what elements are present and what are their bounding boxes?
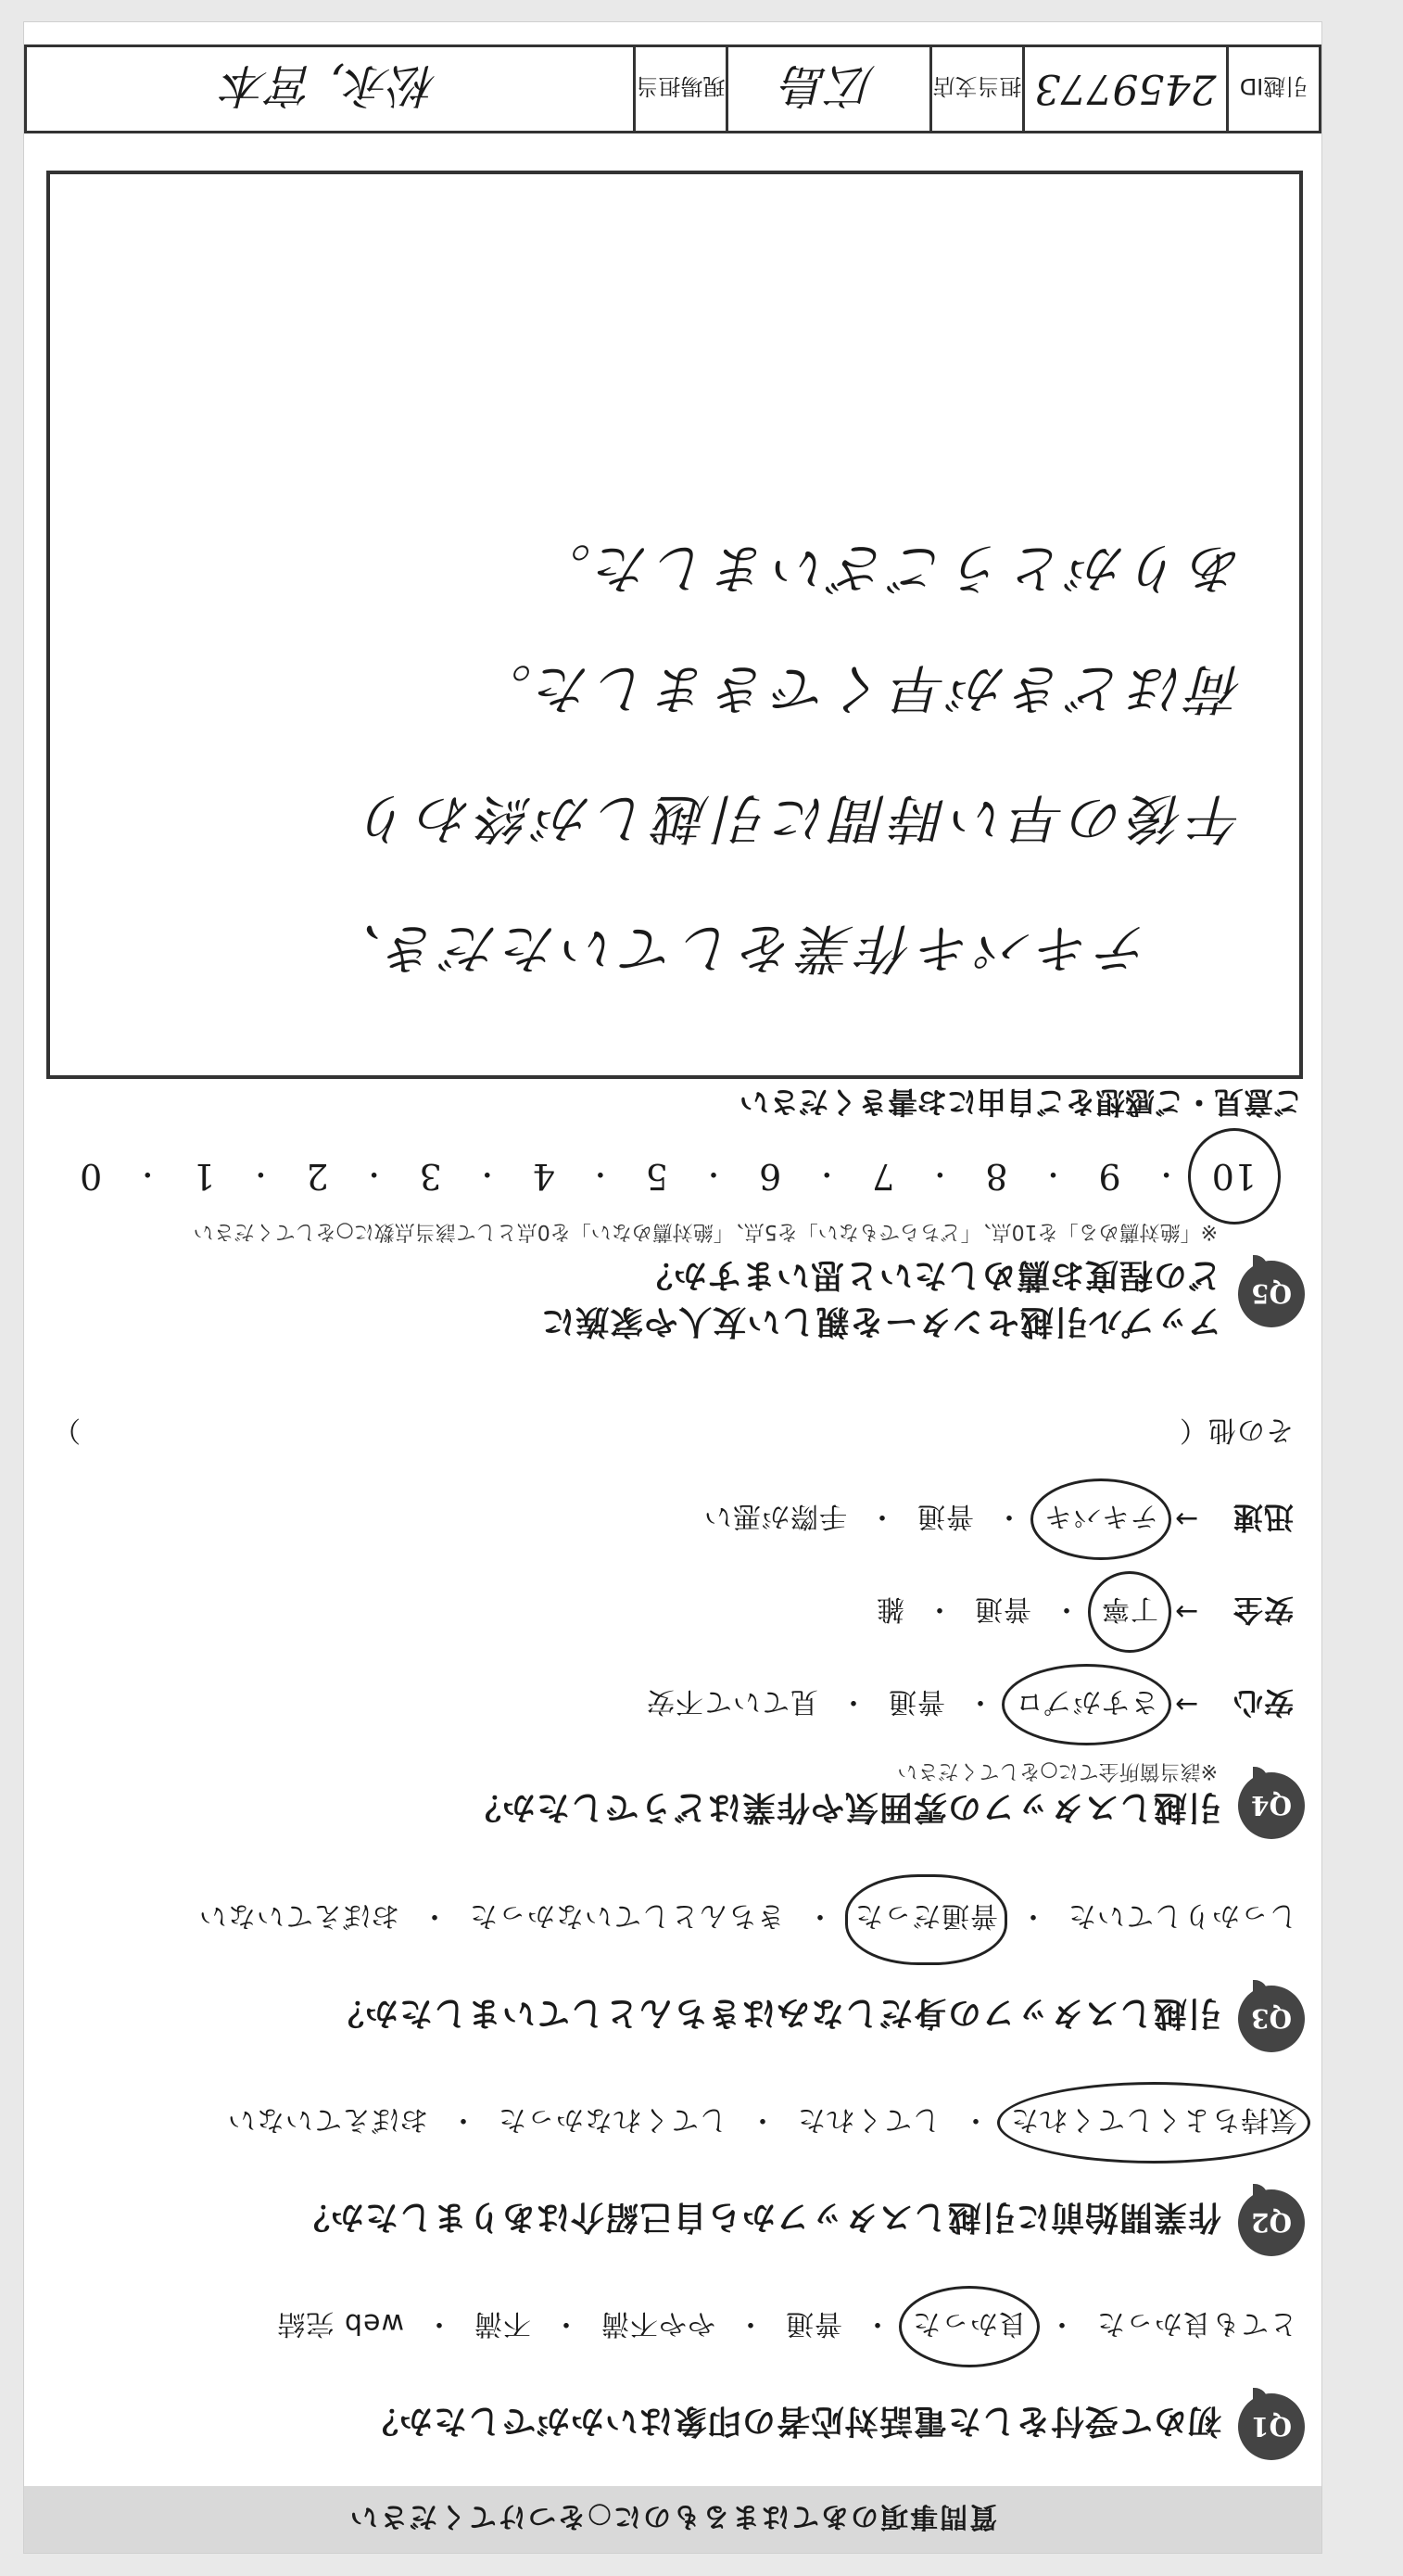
q4-option-selected[interactable]: テキパキ xyxy=(1043,1499,1158,1540)
comment-line: ありがとうございました。 xyxy=(531,537,1244,600)
q2-options: 気持ちよくしてくれた ・ してくれた ・ してくれなかった ・ おぼえていない xyxy=(227,2102,1297,2143)
q4-other-label: その他（ xyxy=(1179,1414,1294,1446)
branch-label: 担当支店 xyxy=(932,73,1022,100)
arrow-right-icon: → xyxy=(1173,1503,1199,1536)
q3-option[interactable]: きちんとしていなかった xyxy=(469,1899,785,1932)
survey-paper xyxy=(24,22,1321,2553)
scale-value[interactable]: 0 xyxy=(80,1156,103,1197)
branch-value-cell xyxy=(726,47,929,131)
q2-option[interactable]: おぼえていない xyxy=(227,2103,428,2136)
q4-option-selected[interactable]: 丁寧 xyxy=(1101,1592,1158,1632)
comment-line: 荷ほどきが早くできました。 xyxy=(472,657,1244,720)
q4-option[interactable]: 雑 xyxy=(876,1593,904,1625)
scale-value[interactable]: 5 xyxy=(645,1156,669,1197)
arrow-right-icon: → xyxy=(1173,1688,1199,1721)
q1-option[interactable]: やや不満 xyxy=(600,2307,715,2340)
q4-other-row xyxy=(52,1413,1294,1453)
q3-option[interactable]: しっかりしていた xyxy=(1068,1899,1297,1932)
q5-note: ※「絶対薦める」を10点、「どちらでもない」を5点、「絶対薦めない」を0点として該当点数に○をしてください xyxy=(193,1220,1218,1243)
arrow-right-icon: → xyxy=(1173,1595,1199,1629)
q4-option[interactable]: 見ていて不安 xyxy=(646,1685,818,1718)
q4-option-selected[interactable]: さすがプロ xyxy=(1015,1684,1158,1725)
scale-value[interactable]: 6 xyxy=(759,1156,782,1197)
scale-value[interactable]: 3 xyxy=(419,1156,442,1197)
q4-text: 引越しスタッフの雰囲気や作業はどうでしたか？ xyxy=(466,1788,1221,1826)
q2-badge: Q2 xyxy=(1238,2189,1305,2256)
id-label-cell xyxy=(1226,47,1319,131)
q3-option-selected[interactable]: 普通だった xyxy=(854,1898,998,1939)
q5-text-line1: アップル引越センターを親しい友人や家族に xyxy=(540,1302,1221,1340)
q4-note: ※該当箇所全てに○をしてください xyxy=(897,1759,1218,1783)
instruction-text: 質問事項のあてはまるものに○をつけてください xyxy=(348,2500,998,2532)
q4-option[interactable]: 手際が悪い xyxy=(703,1500,847,1532)
staff-label-cell xyxy=(633,47,726,131)
branch-value: 広島 xyxy=(782,58,876,112)
q1-option[interactable]: とても良かった xyxy=(1096,2307,1297,2340)
q1-option[interactable]: web 完結 xyxy=(276,2307,404,2340)
q4-row-label: 安心 xyxy=(1232,1685,1294,1720)
q5-scale: 10 ・ 9 ・ 8 ・ 7 ・ 6 ・ 5 ・ 4 ・ 3 ・ 2 ・ 1 ・ 0 xyxy=(80,1156,1257,1197)
q2-option-selected[interactable]: 気持ちよくしてくれた xyxy=(1010,2102,1297,2143)
id-value: 2459773 xyxy=(1034,65,1217,113)
q2-option[interactable]: してくれた xyxy=(797,2103,941,2136)
scale-value[interactable]: 9 xyxy=(1098,1156,1121,1197)
branch-label-cell xyxy=(929,47,1022,131)
q3-options: しっかりしていた ・ 普通だった ・ きちんとしていなかった ・ おぼえていない xyxy=(198,1898,1297,1939)
q5-badge: Q5 xyxy=(1238,1261,1305,1327)
q4-other-close: ） xyxy=(52,1414,81,1446)
q4-row-label: 安全 xyxy=(1232,1593,1294,1628)
q2-option[interactable]: してくれなかった xyxy=(498,2103,727,2136)
instruction-band xyxy=(24,2486,1321,2553)
q1-text: 初めて受付をした電話対応者の印象はいかがでしたか？ xyxy=(363,2402,1221,2440)
q3-text: 引越しスタッフの身だしなみはきちんとしていましたか？ xyxy=(329,1994,1221,2032)
q4-row-label: 迅速 xyxy=(1232,1500,1294,1535)
q1-options: とても良かった ・ 良かった ・ 普通 ・ やや不満 ・ 不満 ・ web 完結 xyxy=(276,2306,1297,2347)
header-table xyxy=(24,44,1321,133)
id-value-cell xyxy=(1022,47,1226,131)
q1-option[interactable]: 不満 xyxy=(474,2307,531,2340)
comment-line: 午後の早い時間に引越しが終わり xyxy=(353,787,1244,850)
q3-option[interactable]: おぼえていない xyxy=(198,1899,399,1932)
q4-row-jinsoku: 迅速 → テキパキ ・ 普通 ・ 手際が悪い xyxy=(703,1498,1294,1541)
q4-badge: Q4 xyxy=(1238,1772,1305,1839)
scale-value[interactable]: 2 xyxy=(306,1156,329,1197)
scale-value[interactable]: 4 xyxy=(532,1156,555,1197)
comment-box[interactable] xyxy=(46,171,1303,1079)
q1-badge: Q1 xyxy=(1238,2393,1305,2460)
q1-option-selected[interactable]: 良かった xyxy=(912,2306,1027,2347)
comment-title: ご意見・ご感想をご自由にお書きください xyxy=(739,1085,1303,1120)
comment-line: テキパキ作業をしていただき、 xyxy=(322,917,1151,980)
q4-option[interactable]: 普通 xyxy=(888,1685,945,1718)
staff-label: 現場担当 xyxy=(636,73,726,100)
q5-text-line2: どの程度お薦めしたいと思いますか？ xyxy=(638,1256,1221,1294)
scale-value-selected[interactable]: 10 xyxy=(1211,1156,1257,1197)
q3-badge: Q3 xyxy=(1238,1986,1305,2052)
q1-option[interactable]: 普通 xyxy=(785,2307,842,2340)
id-label: 引越ID xyxy=(1239,73,1308,100)
scale-value[interactable]: 8 xyxy=(985,1156,1008,1197)
q4-option[interactable]: 普通 xyxy=(974,1593,1031,1625)
scale-value[interactable]: 1 xyxy=(193,1156,216,1197)
staff-value: 松永, 宮本 xyxy=(222,58,437,112)
staff-value-cell xyxy=(27,47,633,131)
q2-text: 作業開始前に引越しスタッフから自己紹介はありましたか？ xyxy=(295,2198,1221,2236)
q4-row-anzen: 安全 → 丁寧 ・ 普通 ・ 雑 xyxy=(876,1591,1294,1633)
scale-value[interactable]: 7 xyxy=(872,1156,895,1197)
q4-option[interactable]: 普通 xyxy=(916,1500,974,1532)
q4-row-anshin: 安心 → さすがプロ ・ 普通 ・ 見ていて不安 xyxy=(646,1683,1294,1726)
